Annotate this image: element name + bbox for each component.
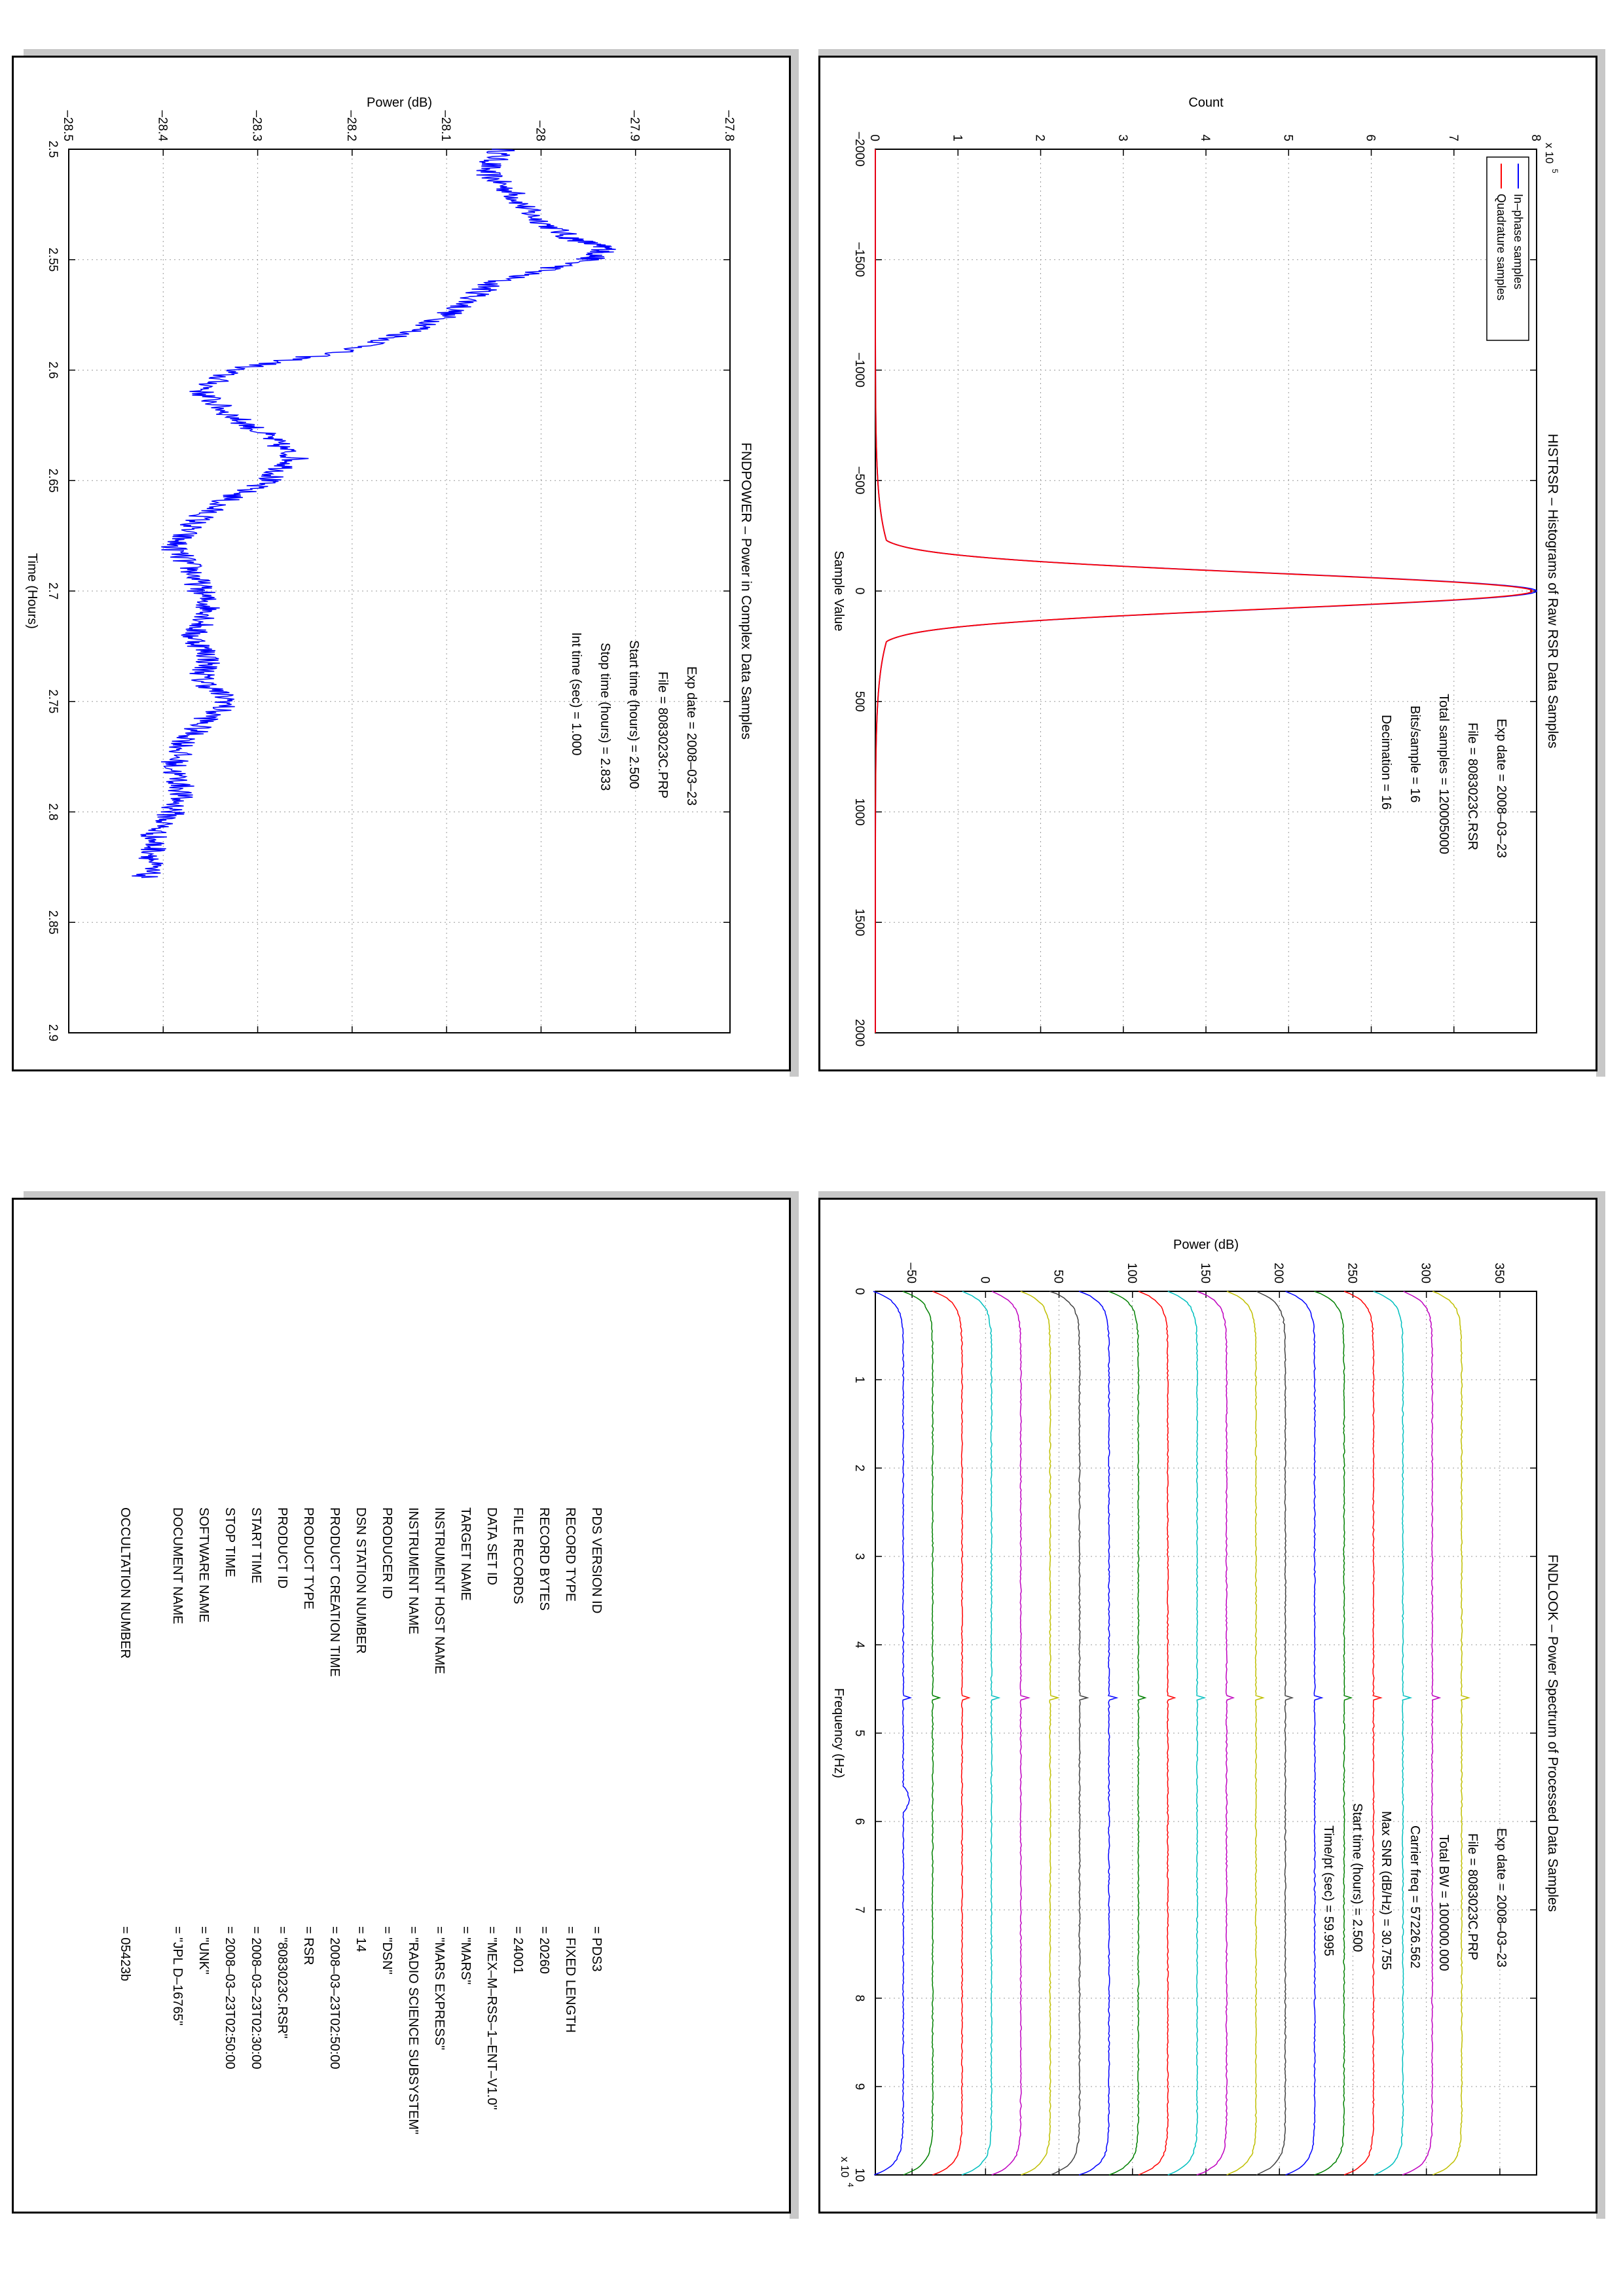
label-value: = PDS3 (589, 1926, 604, 1972)
x-tick-label: 2.85 (46, 910, 60, 935)
histrsr-rotated-plot (831, 96, 1560, 1047)
label-key: DATA SET ID (484, 1507, 499, 1585)
panel-frame (12, 56, 791, 1071)
label-value: = "DSN" (380, 1926, 394, 1975)
label-key: OCCULTATION NUMBER (118, 1507, 132, 1659)
y-tick-label: –28.3 (249, 110, 264, 141)
y-tick-label: 0 (867, 134, 881, 141)
label-value: = "RADIO SCIENCE SUBSYSTEM" (406, 1926, 420, 2135)
annotation-text: Start time (hours) = 2.500 (627, 640, 641, 789)
y-tick-label: –28.5 (61, 110, 75, 141)
annotation-text: Carrier freq = 57226.562 (1408, 1825, 1422, 1969)
x-tick-label: 2.55 (46, 247, 60, 272)
label-key: DOCUMENT NAME (170, 1507, 185, 1624)
annotation-text: Start time (hours) = 2.500 (1350, 1803, 1364, 1952)
x-multiplier-label: x 10 (839, 2157, 851, 2178)
annotation-text: Int time (sec) = 1.000 (569, 632, 583, 756)
x-tick-label: 5 (852, 1729, 866, 1737)
panel-frame (818, 1198, 1597, 2214)
y-tick-label: –28.4 (155, 110, 170, 141)
spectrum-line (1227, 1291, 1264, 2175)
x-tick-label: 1500 (852, 908, 866, 937)
label-value: = "UNK" (196, 1926, 211, 1975)
label-value: = RSR (301, 1926, 316, 1965)
chart-title: FNDLOOK – Power Spectrum of Processed Data Samples (1545, 1554, 1560, 1912)
x-tick-label: 10 (852, 2168, 866, 2182)
annotation-text: File = 8083023C.PRP (1465, 1833, 1480, 1961)
annotation-text: Exp date = 2008–03–23 (1494, 1828, 1508, 1967)
label-key: PDS VERSION ID (589, 1507, 604, 1614)
label-value: = "JPL D–16765" (170, 1926, 185, 2026)
label-value: = FIXED LENGTH (563, 1926, 577, 2033)
panel-shadow (1596, 49, 1605, 1077)
x-tick-label: –2000 (852, 132, 866, 167)
label-value: = 20260 (537, 1926, 551, 1974)
annotation-text: File = 8083023C.RSR (1465, 723, 1480, 851)
label-value: = 05423b (118, 1926, 132, 1981)
panel-frame (12, 1198, 791, 2214)
y-tick-label: –28.2 (344, 110, 358, 141)
label-key: PRODUCT ID (275, 1507, 289, 1589)
y-axis-label: Power (dB) (366, 96, 433, 110)
label-key: RECORD TYPE (563, 1507, 577, 1602)
annotation-text: File = 8083023C.PRP (655, 672, 670, 799)
label-key: PRODUCT CREATION TIME (327, 1507, 342, 1677)
x-tick-label: –1500 (852, 242, 866, 278)
label-key: PRODUCT TYPE (301, 1507, 316, 1609)
legend-label: Quadrature samples (1495, 194, 1508, 301)
x-tick-label: 3 (852, 1552, 866, 1560)
label-value: = "MARS" (458, 1926, 473, 1985)
x-tick-label: 4 (852, 1641, 866, 1649)
histrsr-panel (818, 56, 1604, 1077)
spectrum-line (1314, 1291, 1351, 2175)
x-tick-label: 2.7 (46, 582, 60, 600)
annotation-text: Max SNR (dB/Hz) = 30.755 (1379, 1811, 1393, 1970)
y-multiplier-label: x 10 (1543, 143, 1556, 164)
x-axis-label: Sample Value (831, 550, 846, 632)
spectrum-line (1079, 1291, 1117, 2175)
y-tick-label: 250 (1345, 1263, 1359, 1283)
label-value: = 2008–03–23T02:50:00 (327, 1926, 342, 2070)
annotation-text: Exp date = 2008–03–23 (1494, 719, 1508, 858)
y-tick-label: –50 (904, 1263, 919, 1283)
annotation-text: Stop time (hours) = 2.833 (598, 643, 612, 791)
label-key: DSN STATION NUMBER (354, 1507, 368, 1654)
label-panel (12, 1198, 797, 2219)
annotation-text: Time/pt (sec) = 59.995 (1321, 1825, 1336, 1956)
y-tick-label: 4 (1198, 134, 1212, 141)
y-tick-label: 5 (1281, 134, 1295, 141)
panel-shadow (790, 1191, 799, 2219)
annotation-text: Exp date = 2008–03–23 (684, 666, 699, 806)
y-tick-label: 7 (1446, 134, 1460, 141)
y-tick-label: –28.1 (439, 110, 453, 141)
y-tick-label: 100 (1124, 1263, 1139, 1283)
x-axis-label: Time (Hours) (25, 553, 39, 629)
x-axis-label: Frequency (Hz) (831, 1688, 846, 1778)
y-tick-label: 8 (1529, 134, 1542, 141)
label-key: PRODUCER ID (380, 1507, 394, 1600)
x-tick-label: 0 (852, 587, 866, 595)
label-rotated-table (118, 1507, 604, 2134)
label-key: START TIME (249, 1507, 263, 1584)
x-tick-label: 2.8 (46, 803, 60, 821)
y-tick-label: 1 (950, 134, 964, 141)
label-value: = 2008–03–23T02:50:00 (223, 1926, 237, 2070)
fndpower-panel (12, 56, 797, 1077)
fndlook-panel (818, 1198, 1604, 2219)
panel-shadow (790, 49, 799, 1077)
fndlook-rotated-plot (831, 1238, 1560, 2187)
y-tick-label: 200 (1271, 1263, 1286, 1283)
x-tick-label: 2 (852, 1464, 866, 1472)
fndlook-chart (820, 1200, 1596, 2212)
spectrum-line (1021, 1291, 1058, 2175)
label-value: = 24001 (511, 1926, 525, 1974)
label-table (14, 1200, 789, 2212)
label-key: SOFTWARE NAME (196, 1507, 211, 1623)
x-tick-label: 9 (852, 2083, 866, 2090)
label-value: = "MEX–M–RSS–1–ENT–V1.0" (484, 1926, 499, 2110)
x-tick-label: 2.75 (46, 689, 60, 714)
y-multiplier-exponent: 5 (1550, 169, 1559, 173)
y-tick-label: 2 (1032, 134, 1047, 141)
x-tick-label: 500 (852, 691, 866, 712)
y-tick-label: –27.8 (722, 110, 736, 141)
label-key: STOP TIME (223, 1507, 237, 1577)
x-tick-label: 2.65 (46, 468, 60, 493)
y-tick-label: –27.9 (627, 110, 642, 141)
x-tick-label: –500 (852, 467, 866, 495)
y-axis-label: Power (dB) (1173, 1238, 1239, 1252)
label-key: RECORD BYTES (537, 1507, 551, 1611)
legend-label: In–phase samples (1512, 194, 1525, 290)
y-tick-label: –28 (533, 120, 547, 141)
label-key: INSTRUMENT NAME (406, 1507, 420, 1635)
spectrum-line (1374, 1291, 1411, 2175)
label-key: TARGET NAME (458, 1507, 473, 1601)
y-tick-label: 3 (1115, 134, 1129, 141)
annotation-text: Bits/sample = 16 (1408, 706, 1422, 803)
y-axis-label: Count (1188, 96, 1224, 110)
x-tick-label: 0 (852, 1287, 866, 1295)
x-tick-label: 8 (852, 1994, 866, 2002)
x-tick-label: 6 (852, 1818, 866, 1825)
label-value: = 14 (354, 1926, 368, 1952)
label-key: FILE RECORDS (511, 1507, 525, 1604)
annotation-text: Total samples = 120005000 (1436, 694, 1451, 855)
x-multiplier-exponent: 4 (846, 2183, 855, 2187)
panel-frame (818, 56, 1597, 1071)
panel-shadow (1596, 1191, 1605, 2219)
fndpower-chart (14, 58, 789, 1069)
x-tick-label: 1000 (852, 798, 866, 826)
spectrum-line (1432, 1291, 1468, 2175)
y-tick-label: 350 (1491, 1263, 1506, 1283)
y-tick-label: 150 (1198, 1263, 1212, 1283)
fndpower-rotated-plot (25, 96, 754, 1041)
annotation-text: Total BW = 100000.000 (1436, 1835, 1451, 1971)
x-tick-label: 2000 (852, 1018, 866, 1047)
histrsr-chart (820, 58, 1596, 1069)
x-tick-label: –1000 (852, 353, 866, 387)
label-key: INSTRUMENT HOST NAME (432, 1507, 447, 1674)
series-line-quadrature (875, 149, 1533, 1033)
x-tick-label: 1 (852, 1376, 866, 1384)
x-tick-label: 2.6 (46, 361, 60, 379)
chart-title: FNDPOWER – Power in Complex Data Samples (739, 442, 754, 740)
chart-title: HISTRSR – Histograms of Raw RSR Data Samples (1545, 433, 1560, 749)
label-value: = 2008–03–23T02:30:00 (249, 1926, 263, 2070)
power-series-line (132, 149, 615, 878)
label-value: = "8083023C.RSR" (275, 1926, 289, 2039)
y-tick-label: 50 (1051, 1269, 1065, 1283)
x-tick-label: 7 (852, 1906, 866, 1914)
y-tick-label: 6 (1363, 134, 1377, 141)
y-tick-label: 0 (977, 1276, 992, 1283)
x-tick-label: 2.9 (46, 1024, 60, 1042)
annotation-text: Decimation = 16 (1379, 715, 1393, 810)
y-tick-label: 300 (1418, 1263, 1432, 1283)
label-value: = "MARS EXPRESS" (432, 1926, 447, 2051)
x-tick-label: 2.5 (46, 140, 60, 158)
